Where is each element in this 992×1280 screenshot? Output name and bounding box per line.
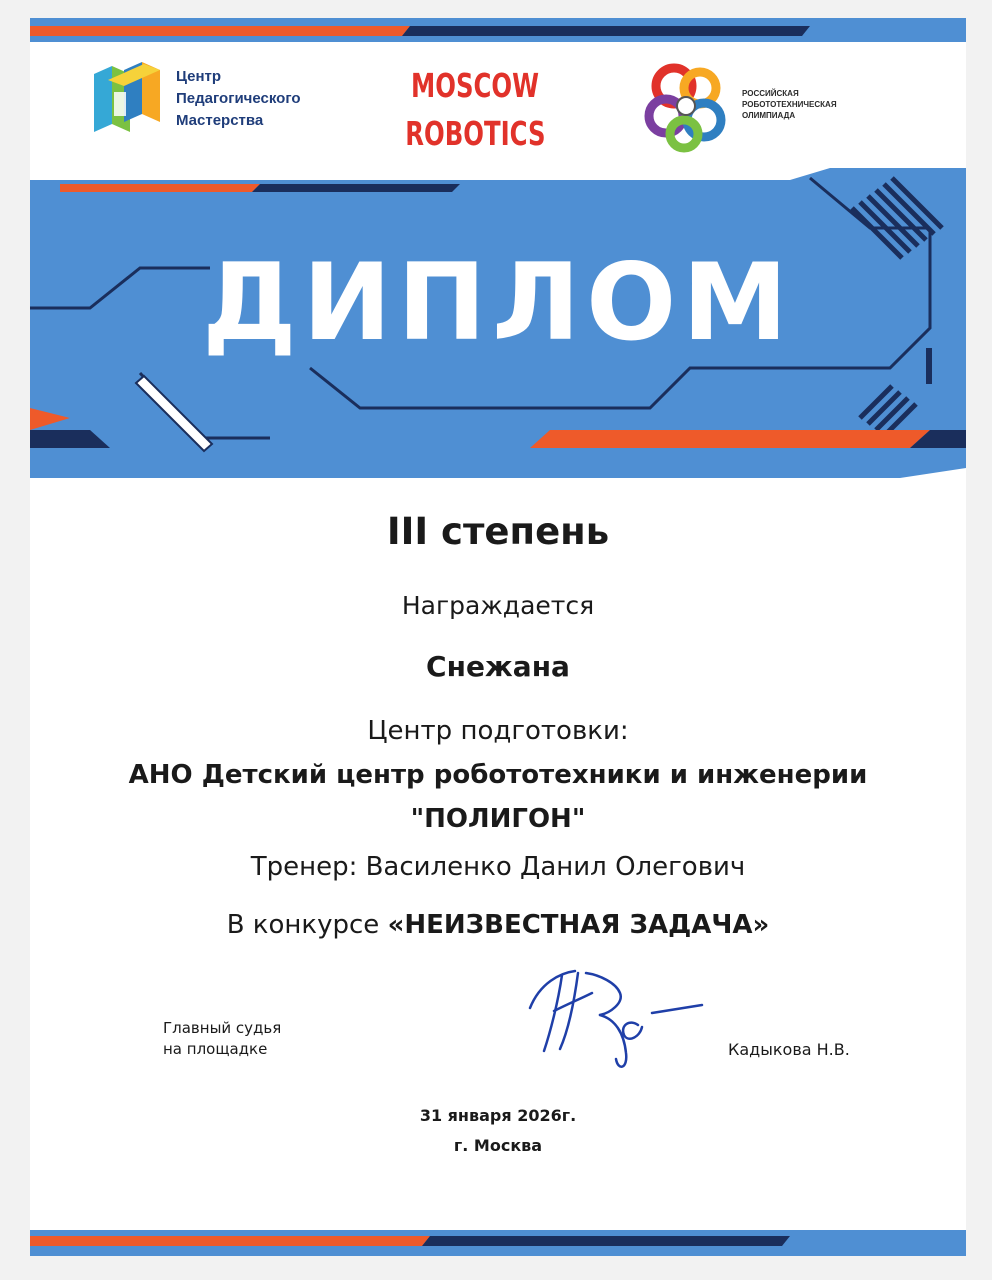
recipient-name: Снежана [426, 650, 570, 683]
rro-line-2: РОБОТОТЕХНИЧЕСКАЯ [742, 100, 837, 109]
mr-line-2: ROBOTICS [405, 114, 546, 153]
contest-name: «НЕИЗВЕСТНАЯ ЗАДАЧА» [387, 910, 770, 940]
contest-prefix: В конкурсе [226, 910, 388, 940]
rro-line-3: ОЛИМПИАДА [742, 111, 796, 120]
rro-logo-icon [638, 58, 734, 154]
judge-name: Кадыкова Н.В. [728, 1040, 850, 1059]
judge-title-line-1: Главный судья [163, 1019, 282, 1037]
handwritten-signature [520, 953, 710, 1073]
judge-title-line-2: на площадке [163, 1040, 268, 1058]
issue-date: 31 января 2026г. [419, 1106, 577, 1125]
degree-label: III степень [386, 510, 610, 553]
bottom-stripe [30, 1230, 966, 1256]
training-center-label: Центр подготовки: [367, 716, 629, 746]
cpm-line-1: Центр [176, 68, 222, 85]
trainer-line: Тренер: Василенко Данил Олегович [250, 852, 746, 882]
rro-logo-text [742, 88, 837, 121]
moscow-robotics-logo [405, 62, 544, 158]
mr-line-1: MOSCOW [411, 66, 539, 105]
contest-line [30, 910, 966, 940]
rro-line-1: РОССИЙСКАЯ [742, 89, 799, 98]
cpm-logo-text [176, 66, 301, 132]
organization-line-1: АНО Детский центр робототехники и инженерии [128, 760, 868, 790]
diploma-title: ДИПЛОМ [202, 241, 794, 364]
awarded-label: Награждается [401, 591, 595, 620]
judge-title [163, 1018, 281, 1060]
top-stripe [30, 18, 966, 42]
cpm-line-2: Педагогического [176, 90, 301, 107]
cpm-line-3: Мастерства [176, 112, 264, 129]
organization-line-2: "ПОЛИГОН" [410, 804, 586, 834]
cpm-logo-icon [90, 54, 162, 134]
issue-city: г. Москва [453, 1136, 543, 1155]
diploma-sheet [30, 18, 966, 1256]
